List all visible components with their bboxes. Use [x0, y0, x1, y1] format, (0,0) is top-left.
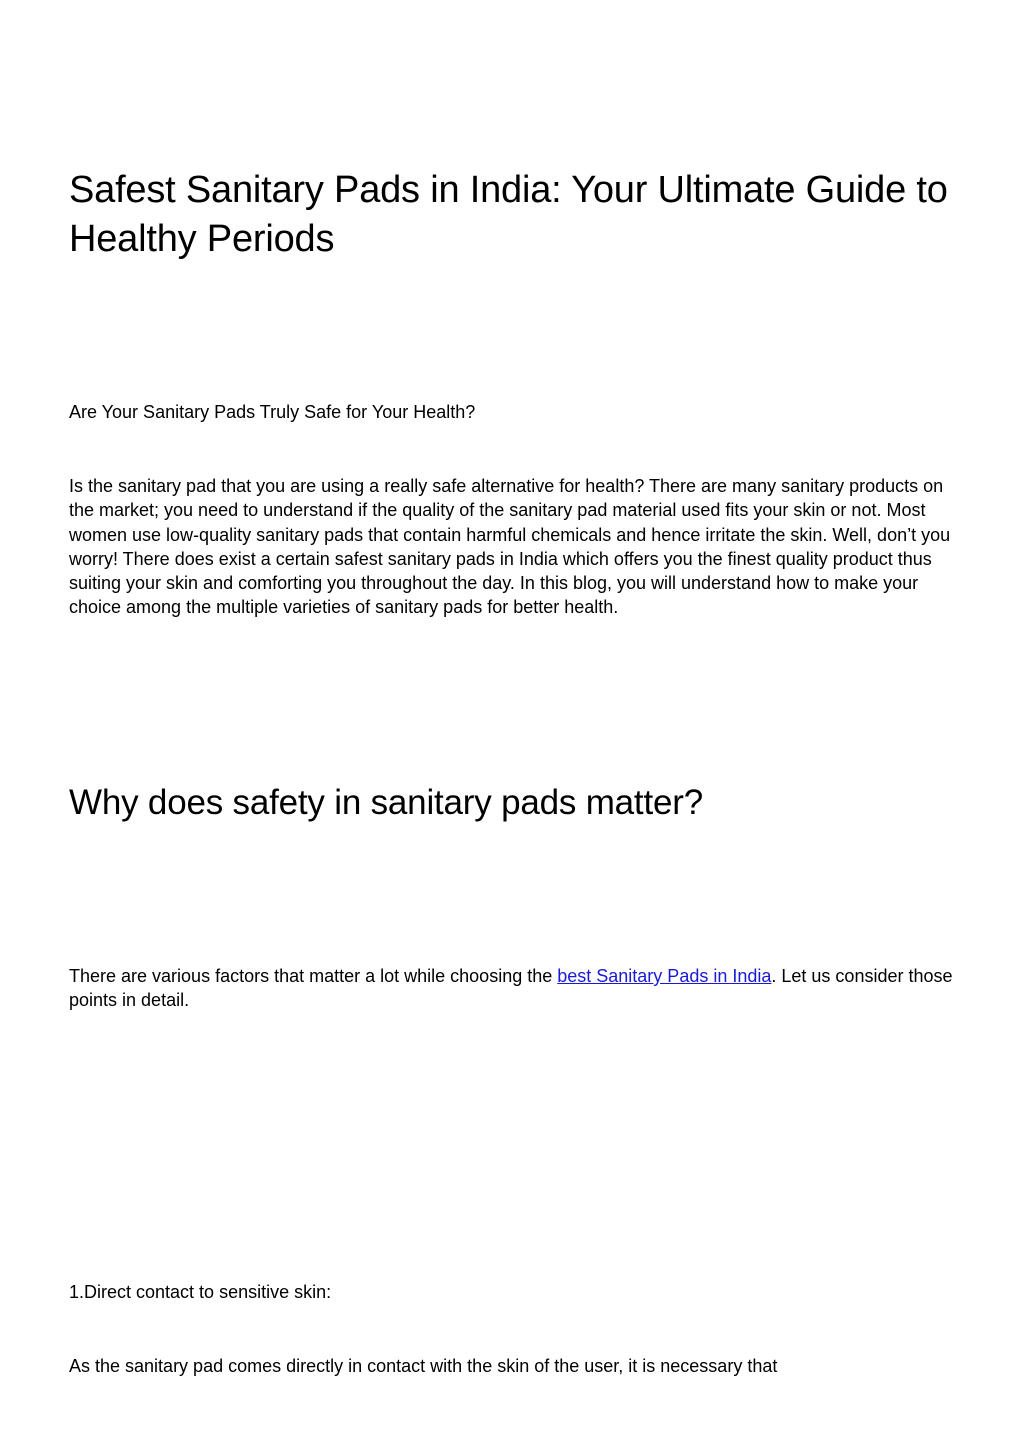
intro-paragraph: Is the sanitary pad that you are using a really safe alternative for health? There are many sanitary products on the market; you need to understand if the quality of the sanitary pad material used fits your skin or not. Most women use low-quality sanitary pads that contain harmful chemicals and hence irritate the skin. Well, don’t you worry! There does exist a certain safest sanitary pads in India which offers you the finest quality product thus suiting your skin and comforting you throughout the day. In this blog, you will understand how to make your choice among the multiple varieties of sanitary pads for better health. — [69, 476, 951, 618]
best-sanitary-pads-link[interactable]: best Sanitary Pads in India — [557, 966, 772, 986]
section-subheading: Are Your Sanitary Pads Truly Safe for Your Health? — [69, 402, 476, 422]
document-title: Safest Sanitary Pads in India: Your Ultimate Guide to Healthy Periods — [69, 169, 948, 260]
factors-paragraph — [69, 964, 959, 1013]
factors-text-before-link: There are various factors that matter a lot while choosing the — [69, 966, 558, 986]
section-heading: Why does safety in sanitary pads matter? — [69, 783, 703, 822]
point-1-text: As the sanitary pad comes directly in contact with the skin of the user, it is necessary that — [69, 1356, 778, 1376]
factors-text-after-link: . Let us consider those points in detail. — [69, 966, 953, 1011]
point-1-heading: 1.Direct contact to sensitive skin: — [69, 1282, 332, 1302]
